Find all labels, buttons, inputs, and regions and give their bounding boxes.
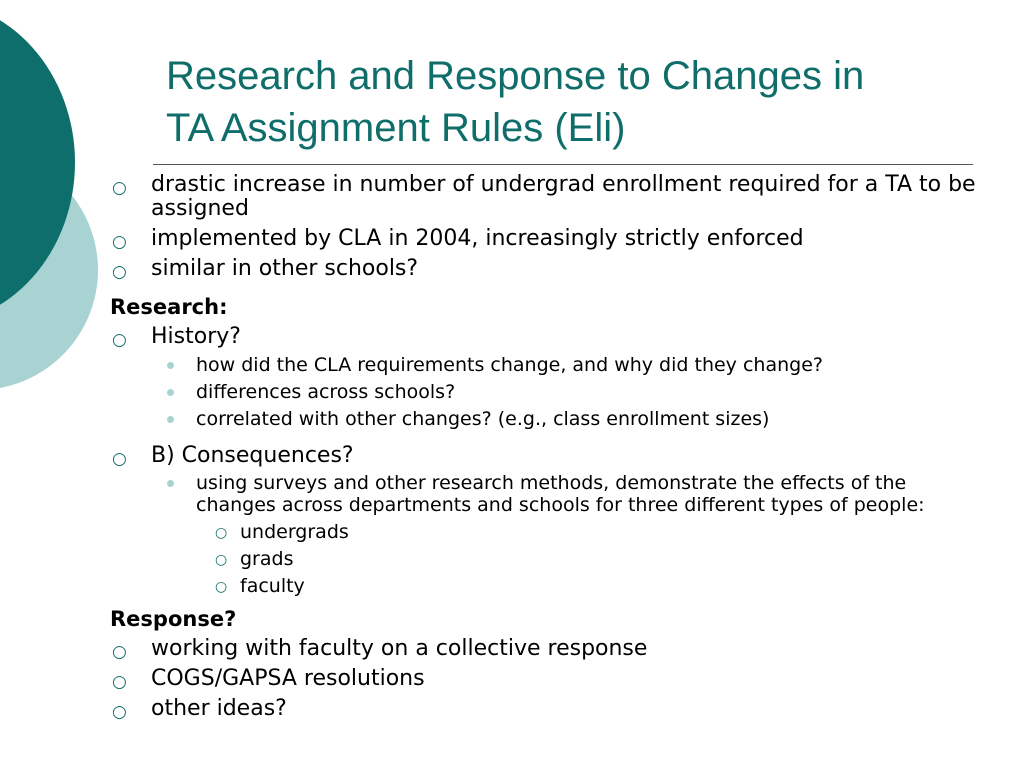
slide-content xyxy=(110,173,990,721)
sub-bullet-item xyxy=(110,408,990,430)
bullet-text: working with faculty on a collective response xyxy=(151,636,648,661)
sub-sub-bullet-text: faculty xyxy=(240,575,305,597)
filled-dot-icon xyxy=(167,362,174,369)
response-heading: Response? xyxy=(110,607,237,631)
bullet-item-consequences xyxy=(110,444,990,468)
bullet-text: B) Consequences? xyxy=(151,443,354,468)
sub-bullet-text: how did the CLA requirements change, and why did they change? xyxy=(196,354,823,376)
sub-bullet-text: using surveys and other research methods, demonstrate the effects of the changes across departments and schools for three different types of people: xyxy=(196,472,925,516)
hollow-circle-icon: ○ xyxy=(112,262,127,282)
filled-dot-icon xyxy=(167,389,174,396)
research-heading: Research: xyxy=(110,295,228,319)
hollow-circle-icon: ○ xyxy=(112,232,127,252)
hollow-circle-icon: ○ xyxy=(215,525,228,541)
bullet-item-history xyxy=(110,325,990,349)
hollow-circle-icon: ○ xyxy=(112,178,127,198)
bullet-item xyxy=(110,227,990,251)
hollow-circle-icon: ○ xyxy=(112,672,127,692)
sub-bullet-text: differences across schools? xyxy=(196,381,456,403)
bullet-item xyxy=(110,257,990,281)
title-line-1: Research and Response to Changes in xyxy=(166,54,865,98)
bullet-item xyxy=(110,667,990,691)
hollow-circle-icon: ○ xyxy=(215,552,228,568)
sub-bullet-item xyxy=(110,354,990,376)
slide-title xyxy=(166,50,986,154)
title-line-2: TA Assignment Rules (Eli) xyxy=(166,106,626,150)
hollow-circle-icon: ○ xyxy=(112,330,127,350)
bullet-text: History? xyxy=(151,324,241,349)
sub-sub-bullet-text: grads xyxy=(240,548,294,570)
title-divider xyxy=(153,164,973,165)
bullet-item xyxy=(110,637,990,661)
bullet-text: similar in other schools? xyxy=(151,256,419,281)
filled-dot-icon xyxy=(167,480,174,487)
bullet-text: COGS/GAPSA resolutions xyxy=(151,666,425,691)
bullet-text: implemented by CLA in 2004, increasingly strictly enforced xyxy=(151,226,804,251)
sub-bullet-item xyxy=(110,381,990,403)
hollow-circle-icon: ○ xyxy=(112,642,127,662)
sub-sub-bullet-item xyxy=(110,575,990,597)
sub-bullet-item xyxy=(110,472,990,516)
bullet-item xyxy=(110,173,990,221)
sub-bullet-text: correlated with other changes? (e.g., class enrollment sizes) xyxy=(196,408,770,430)
sub-sub-bullet-text: undergrads xyxy=(240,521,349,543)
bullet-item xyxy=(110,697,990,721)
bullet-text: drastic increase in number of undergrad enrollment required for a TA to be assigned xyxy=(151,172,976,221)
sub-sub-bullet-item xyxy=(110,548,990,570)
sub-sub-bullet-item xyxy=(110,521,990,543)
filled-dot-icon xyxy=(167,416,174,423)
hollow-circle-icon: ○ xyxy=(112,702,127,722)
hollow-circle-icon: ○ xyxy=(112,449,127,469)
bullet-text: other ideas? xyxy=(151,696,287,721)
hollow-circle-icon: ○ xyxy=(215,579,228,595)
